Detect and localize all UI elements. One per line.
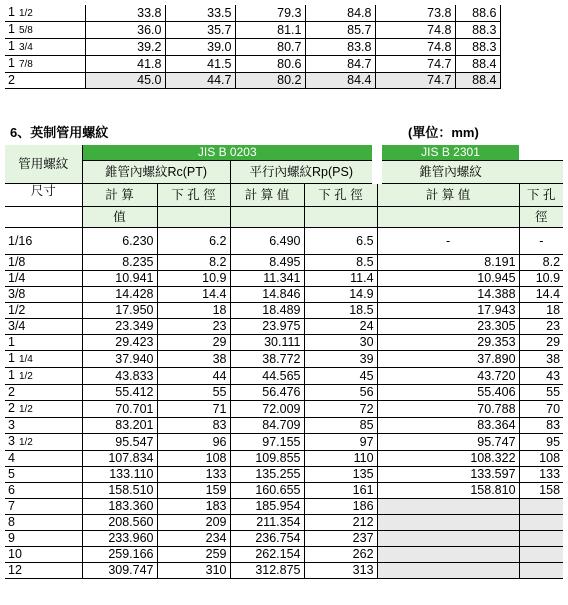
table-row <box>5 451 563 467</box>
table-row <box>5 385 563 401</box>
value-cell: 109.855 <box>230 451 304 467</box>
value-cell: 72.009 <box>230 401 304 418</box>
value-cell: 96 <box>157 434 230 451</box>
top-size-cell: 1 3/4 <box>5 39 85 56</box>
value-cell: 158.810 <box>377 483 519 499</box>
value-cell: 11.341 <box>230 271 304 287</box>
top-table-row <box>5 73 500 89</box>
table-row <box>5 531 563 547</box>
main-size-cell: 2 <box>5 385 82 401</box>
value-cell: 56 <box>304 385 377 401</box>
value-cell <box>519 499 563 515</box>
table-row <box>5 434 563 451</box>
top-size-cell: 1 7/8 <box>5 56 85 73</box>
main-size-cell: 3 <box>5 418 82 434</box>
value-cell: 10.941 <box>82 271 157 287</box>
top-value-cell: 88.4 <box>455 56 500 73</box>
value-cell: 107.834 <box>82 451 157 467</box>
top-value-cell: 41.8 <box>85 56 165 73</box>
value-cell: - <box>519 228 563 255</box>
value-cell: 234 <box>157 531 230 547</box>
value-cell: 313 <box>304 563 377 579</box>
value-cell: 83 <box>157 418 230 434</box>
size-header-l2: 尺寸 <box>5 184 82 207</box>
top-size-cell: 2 <box>5 73 85 89</box>
main-size-cell: 2 1/2 <box>5 401 82 418</box>
value-cell: 43.833 <box>82 368 157 385</box>
value-cell: 8.191 <box>377 255 519 271</box>
value-cell: 95 <box>519 434 563 451</box>
value-cell: 11.4 <box>304 271 377 287</box>
value-cell: 108.322 <box>377 451 519 467</box>
value-cell: 70.701 <box>82 401 157 418</box>
top-value-cell: 88.3 <box>455 22 500 39</box>
main-size-cell: 8 <box>5 515 82 531</box>
calc-header-1-l2: 值 <box>82 207 157 228</box>
table-row <box>5 515 563 531</box>
value-cell: 29 <box>157 335 230 351</box>
value-cell: 29.423 <box>82 335 157 351</box>
jis-b0203-header: JIS B 0203 <box>82 145 377 161</box>
value-cell: 310 <box>157 563 230 579</box>
table-row <box>5 368 563 385</box>
value-cell: 183.360 <box>82 499 157 515</box>
value-cell: 14.846 <box>230 287 304 303</box>
value-cell: 39 <box>304 351 377 368</box>
main-size-cell: 1 <box>5 335 82 351</box>
value-cell: 44.565 <box>230 368 304 385</box>
value-cell: 14.388 <box>377 287 519 303</box>
calc-header-3: 計 算 值 <box>377 184 519 207</box>
value-cell: 55.412 <box>82 385 157 401</box>
top-size-cell: 1 5/8 <box>5 22 85 39</box>
value-cell: 38 <box>157 351 230 368</box>
value-cell <box>377 563 519 579</box>
top-value-cell: 33.8 <box>85 5 165 22</box>
top-value-cell: 74.8 <box>375 22 455 39</box>
value-cell: 23.349 <box>82 319 157 335</box>
hole-header-3-l2: 徑 <box>519 207 563 228</box>
main-size-cell: 10 <box>5 547 82 563</box>
value-cell: 14.428 <box>82 287 157 303</box>
value-cell: 55.406 <box>377 385 519 401</box>
value-cell: 95.747 <box>377 434 519 451</box>
value-cell: 236.754 <box>230 531 304 547</box>
value-cell: 71 <box>157 401 230 418</box>
top-value-cell: 74.7 <box>375 73 455 89</box>
main-size-cell: 12 <box>5 563 82 579</box>
top-value-cell: 88.4 <box>455 73 500 89</box>
top-value-cell: 79.3 <box>235 5 305 22</box>
value-cell: 56.476 <box>230 385 304 401</box>
top-thread-table <box>5 5 500 89</box>
value-cell: 14.4 <box>157 287 230 303</box>
value-cell: 30.111 <box>230 335 304 351</box>
top-value-cell: 73.8 <box>375 5 455 22</box>
value-cell: 29 <box>519 335 563 351</box>
value-cell: 183 <box>157 499 230 515</box>
rc-header: 錐管內螺紋Rc(PT) <box>82 161 230 184</box>
table-row <box>5 335 563 351</box>
bsp-thread-table <box>5 145 563 579</box>
value-cell: 37.940 <box>82 351 157 368</box>
value-cell: 158 <box>519 483 563 499</box>
table-row <box>5 467 563 483</box>
main-size-cell: 3/4 <box>5 319 82 335</box>
top-value-cell: 84.8 <box>305 5 375 22</box>
value-cell: 17.950 <box>82 303 157 319</box>
hole-header-3: 下 孔 <box>519 184 563 207</box>
value-cell: 6.230 <box>82 228 157 255</box>
value-cell: 135.255 <box>230 467 304 483</box>
value-cell <box>519 531 563 547</box>
value-cell: 18.5 <box>304 303 377 319</box>
value-cell: 72 <box>304 401 377 418</box>
value-cell: 133.110 <box>82 467 157 483</box>
value-cell: 23 <box>157 319 230 335</box>
value-cell: 37.890 <box>377 351 519 368</box>
top-value-cell: 80.7 <box>235 39 305 56</box>
value-cell: 135 <box>304 467 377 483</box>
value-cell: 18 <box>519 303 563 319</box>
rp-header: 平行內螺紋Rp(PS) <box>230 161 377 184</box>
main-size-cell: 3 1/2 <box>5 434 82 451</box>
jis2301-sub-header: 錐管內螺紋 <box>377 161 519 184</box>
value-cell: 38 <box>519 351 563 368</box>
value-cell: 97.155 <box>230 434 304 451</box>
top-value-cell: 36.0 <box>85 22 165 39</box>
value-cell: 108 <box>519 451 563 467</box>
value-cell: 8.2 <box>519 255 563 271</box>
value-cell: 43.720 <box>377 368 519 385</box>
top-value-cell: 80.6 <box>235 56 305 73</box>
value-cell: 159 <box>157 483 230 499</box>
value-cell: 312.875 <box>230 563 304 579</box>
top-value-cell: 45.0 <box>85 73 165 89</box>
main-size-cell: 3/8 <box>5 287 82 303</box>
value-cell: 10.9 <box>519 271 563 287</box>
table-row <box>5 228 563 255</box>
value-cell: 23 <box>519 319 563 335</box>
top-value-cell: 81.1 <box>235 22 305 39</box>
value-cell: - <box>377 228 519 255</box>
table-row <box>5 418 563 434</box>
main-size-cell: 1/2 <box>5 303 82 319</box>
main-size-cell: 9 <box>5 531 82 547</box>
calc-header-2: 計 算 值 <box>230 184 304 207</box>
main-size-cell: 7 <box>5 499 82 515</box>
value-cell: 8.2 <box>157 255 230 271</box>
table-row <box>5 563 563 579</box>
value-cell: 8.495 <box>230 255 304 271</box>
main-size-cell: 4 <box>5 451 82 467</box>
value-cell: 45 <box>304 368 377 385</box>
value-cell: 83.201 <box>82 418 157 434</box>
value-cell: 10.945 <box>377 271 519 287</box>
top-table-row <box>5 39 500 56</box>
top-value-cell: 88.3 <box>455 39 500 56</box>
value-cell: 23.975 <box>230 319 304 335</box>
value-cell: 262.154 <box>230 547 304 563</box>
value-cell: 6.2 <box>157 228 230 255</box>
value-cell: 23.305 <box>377 319 519 335</box>
top-value-cell: 41.5 <box>165 56 235 73</box>
top-value-cell: 44.7 <box>165 73 235 89</box>
main-size-cell: 1/8 <box>5 255 82 271</box>
value-cell: 17.943 <box>377 303 519 319</box>
value-cell: 84.709 <box>230 418 304 434</box>
value-cell: 44 <box>157 368 230 385</box>
top-table-row <box>5 56 500 73</box>
top-value-cell: 39.2 <box>85 39 165 56</box>
value-cell: 38.772 <box>230 351 304 368</box>
value-cell: 30 <box>304 335 377 351</box>
value-cell: 14.9 <box>304 287 377 303</box>
value-cell: 158.510 <box>82 483 157 499</box>
value-cell: 6.5 <box>304 228 377 255</box>
value-cell: 55 <box>519 385 563 401</box>
top-value-cell: 85.7 <box>305 22 375 39</box>
value-cell: 18 <box>157 303 230 319</box>
value-cell <box>377 515 519 531</box>
top-table-row <box>5 22 500 39</box>
value-cell: 14.4 <box>519 287 563 303</box>
value-cell: 133.597 <box>377 467 519 483</box>
main-size-cell: 1 1/4 <box>5 351 82 368</box>
size-header: 管用螺紋 <box>5 145 82 184</box>
value-cell: 83.364 <box>377 418 519 434</box>
top-value-cell: 33.5 <box>165 5 235 22</box>
value-cell: 185.954 <box>230 499 304 515</box>
value-cell <box>519 563 563 579</box>
value-cell: 55 <box>157 385 230 401</box>
value-cell: 8.5 <box>304 255 377 271</box>
value-cell: 161 <box>304 483 377 499</box>
value-cell: 43 <box>519 368 563 385</box>
value-cell: 70.788 <box>377 401 519 418</box>
value-cell: 309.747 <box>82 563 157 579</box>
table-row <box>5 303 563 319</box>
table-row <box>5 483 563 499</box>
top-value-cell: 35.7 <box>165 22 235 39</box>
value-cell: 259 <box>157 547 230 563</box>
value-cell: 237 <box>304 531 377 547</box>
top-value-cell: 39.0 <box>165 39 235 56</box>
jis-b2301-header: JIS B 2301 <box>377 145 519 161</box>
value-cell: 6.490 <box>230 228 304 255</box>
value-cell: 18.489 <box>230 303 304 319</box>
value-cell <box>377 499 519 515</box>
main-size-cell: 1 1/2 <box>5 368 82 385</box>
top-value-cell: 84.4 <box>305 73 375 89</box>
hole-header-1: 下 孔 徑 <box>157 184 230 207</box>
value-cell: 209 <box>157 515 230 531</box>
value-cell: 108 <box>157 451 230 467</box>
top-size-cell: 1 1/2 <box>5 5 85 22</box>
value-cell <box>377 531 519 547</box>
value-cell: 85 <box>304 418 377 434</box>
top-value-cell: 83.8 <box>305 39 375 56</box>
value-cell: 186 <box>304 499 377 515</box>
section-title: 6、英制管用螺紋 <box>10 125 109 140</box>
value-cell: 211.354 <box>230 515 304 531</box>
value-cell: 24 <box>304 319 377 335</box>
top-value-cell: 74.8 <box>375 39 455 56</box>
table-row <box>5 351 563 368</box>
top-value-cell: 74.7 <box>375 56 455 73</box>
value-cell: 133 <box>157 467 230 483</box>
value-cell: 29.353 <box>377 335 519 351</box>
value-cell: 110 <box>304 451 377 467</box>
table-row <box>5 287 563 303</box>
value-cell: 160.655 <box>230 483 304 499</box>
value-cell: 95.547 <box>82 434 157 451</box>
main-size-cell: 6 <box>5 483 82 499</box>
value-cell: 212 <box>304 515 377 531</box>
table-row <box>5 255 563 271</box>
value-cell <box>377 547 519 563</box>
table-row <box>5 499 563 515</box>
top-table-row <box>5 5 500 22</box>
calc-header-1: 計 算 <box>82 184 157 207</box>
top-value-cell: 80.2 <box>235 73 305 89</box>
value-cell <box>519 515 563 531</box>
unit-label: (單位：mm) <box>408 125 479 140</box>
top-value-cell: 84.7 <box>305 56 375 73</box>
table-row <box>5 401 563 418</box>
value-cell: 262 <box>304 547 377 563</box>
main-size-cell: 1/4 <box>5 271 82 287</box>
value-cell: 10.9 <box>157 271 230 287</box>
hole-header-2: 下 孔 徑 <box>304 184 377 207</box>
value-cell: 97 <box>304 434 377 451</box>
table-row <box>5 547 563 563</box>
value-cell: 83 <box>519 418 563 434</box>
value-cell: 259.166 <box>82 547 157 563</box>
table-row <box>5 271 563 287</box>
main-size-cell: 5 <box>5 467 82 483</box>
main-size-cell: 1/16 <box>5 228 82 255</box>
value-cell: 133 <box>519 467 563 483</box>
table-row <box>5 319 563 335</box>
value-cell: 208.560 <box>82 515 157 531</box>
value-cell: 8.235 <box>82 255 157 271</box>
top-value-cell: 88.6 <box>455 5 500 22</box>
value-cell: 233.960 <box>82 531 157 547</box>
value-cell: 70 <box>519 401 563 418</box>
value-cell <box>519 547 563 563</box>
